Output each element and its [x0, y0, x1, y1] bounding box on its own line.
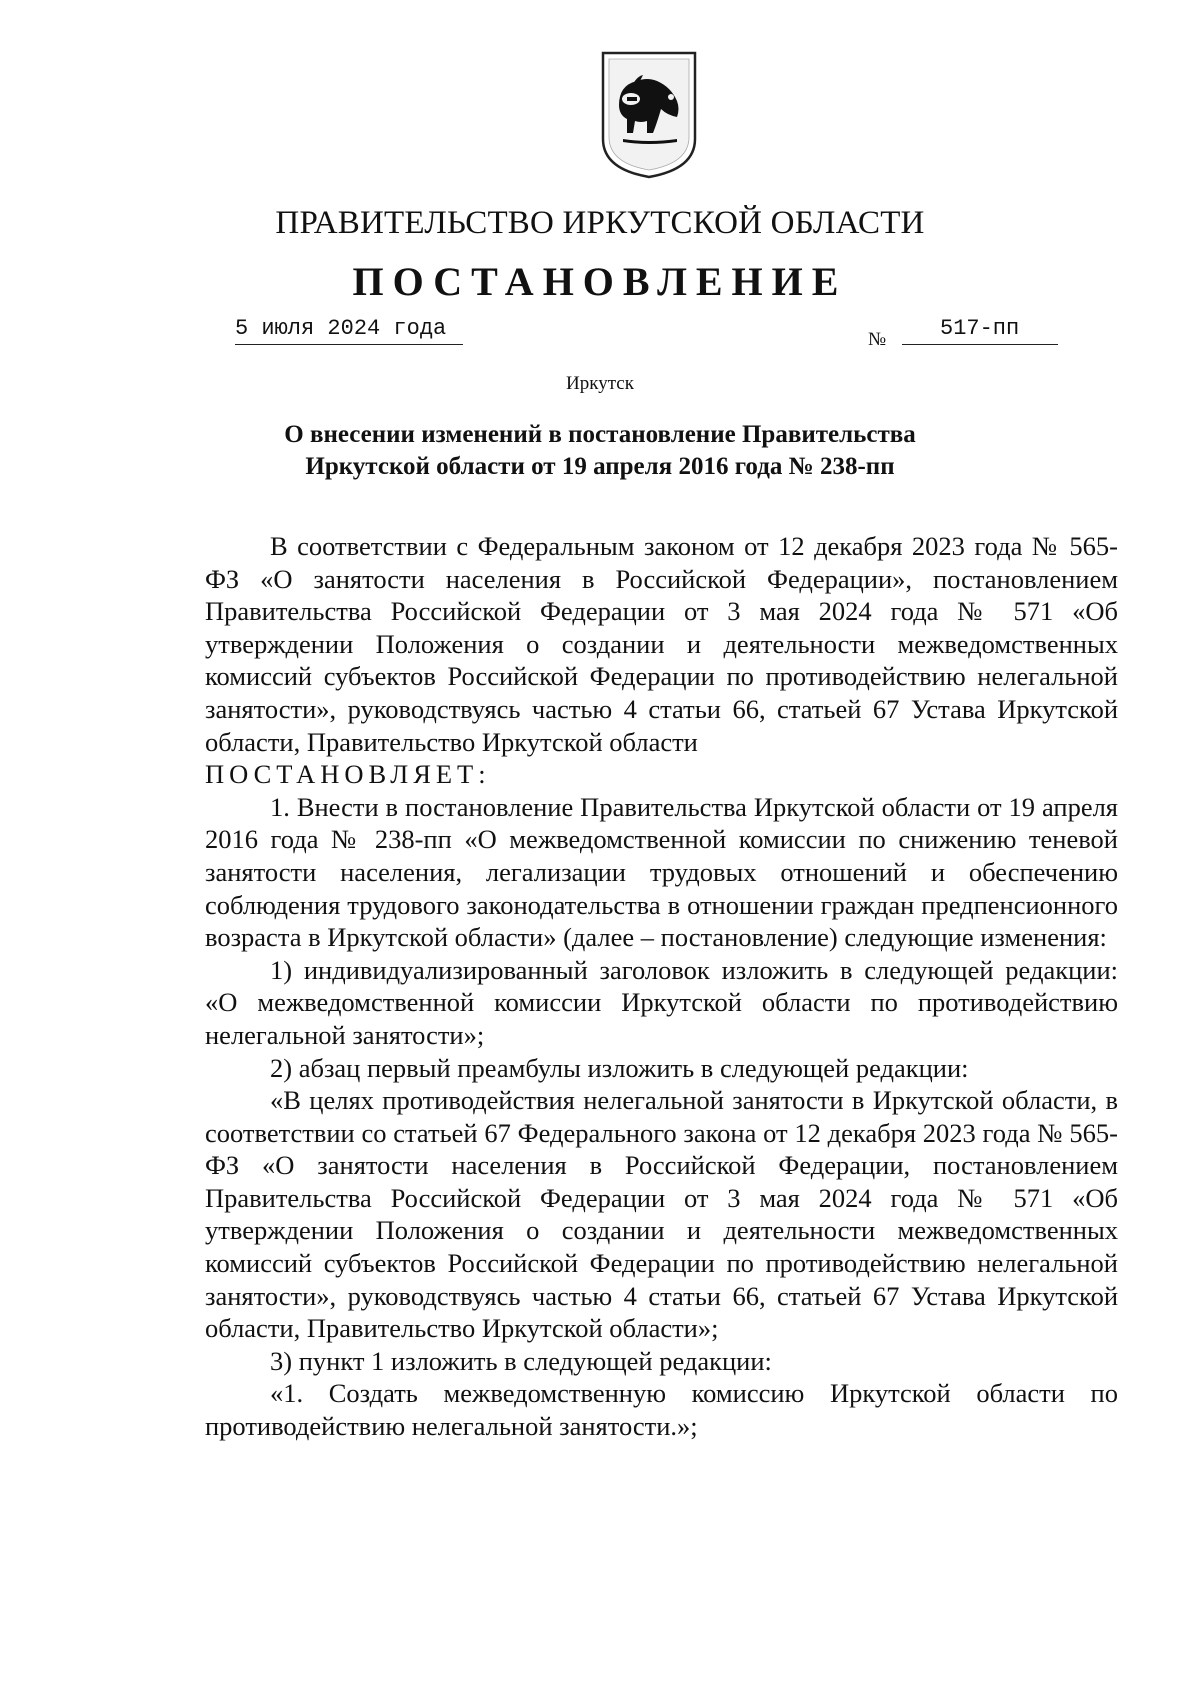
government-title: ПРАВИТЕЛЬСТВО ИРКУТСКОЙ ОБЛАСТИ [275, 205, 925, 241]
number-sign: № [868, 329, 887, 350]
number-value: 517-пп [902, 316, 1058, 345]
subject-line-2: Иркутской области от 19 апреля 2016 года № 238-пп [305, 453, 895, 480]
decree-word: ПОСТАНОВЛЯЕТ: [205, 759, 491, 790]
subject-line-1: О внесении изменений в постановление Правительства [284, 421, 916, 448]
document-body [205, 530, 1118, 1443]
emblem-icon [597, 47, 701, 181]
body-paragraph-1: 1. Внести в постановление Правительства Иркутской области от 19 апреля 2016 года № 238-пп «О межведомственной комиссии по снижению теневой занятости населения, легализации трудовых отношений и обеспечению соблюдения трудового законодательства в отношении граждан предпенсионного возраста в Иркутской области» (далее – постановление) следующие изменения: [205, 791, 1118, 953]
document-number [868, 316, 1058, 353]
body-paragraph-4: «В целях противодействия нелегальной занятости в Иркутской области, в соответствии со статьей 67 Федерального закона от 12 декабря 2023 года № 565-ФЗ «О занятости населения в Российской Федерации, постановлением Правительства Российской Федерации от 3 мая 2024 года № 571 «Об утверждении Положения о создании и деятельности межведомственных комиссий субъектов Российской Федерации по противодействию нелегальной занятости», руководствуясь частью 4 статьи 66, статьей 67 Устава Иркутской области, Правительство Иркутской области»; [205, 1085, 1118, 1344]
body-paragraph-2: 1) индивидуализированный заголовок изложить в следующей редакции: «О межведомственной комиссии Иркутской области по противодействию нелегальной занятости»; [205, 954, 1118, 1050]
document-type: ПОСТАНОВЛЕНИЕ [352, 259, 848, 304]
body-paragraph-3: 2) абзац первый преамбулы изложить в следующей редакции: [270, 1052, 969, 1083]
city: Иркутск [566, 373, 634, 394]
body-paragraph-5: 3) пункт 1 изложить в следующей редакции: [270, 1345, 772, 1376]
document-subject [250, 419, 950, 483]
preamble-paragraph: В соответствии с Федеральным законом от 12 декабря 2023 года № 565-ФЗ «О занятости населения в Российской Федерации», постановлением Правительства Российской Федерации от 3 мая 2024 года № 571 «Об утверждении Положения о создании и деятельности межведомственных комиссий субъектов Российской Федерации по противодействию нелегальной занятости», руководствуясь частью 4 статьи 66, статьей 67 Устава Иркутской области, Правительство Иркутской области [205, 531, 1118, 757]
coat-of-arms-emblem [597, 47, 701, 181]
document-date: 5 июля 2024 года [235, 316, 463, 345]
body-paragraph-6: «1. Создать межведомственную комиссию Иркутской области по противодействию нелегальной занятости.»; [205, 1378, 1118, 1442]
